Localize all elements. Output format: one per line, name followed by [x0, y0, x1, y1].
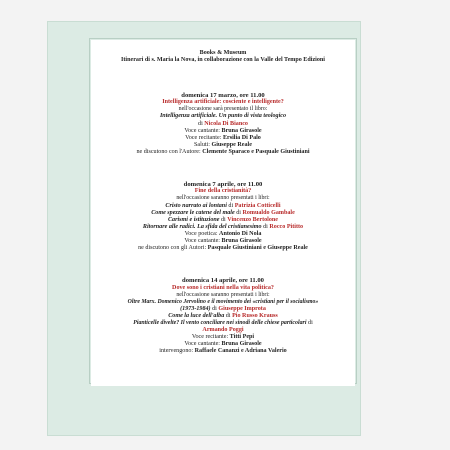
credit-line — [91, 128, 355, 135]
event-block — [91, 181, 355, 252]
book-author-line — [91, 327, 355, 334]
book-title: Come spezzare le catene del male — [151, 209, 235, 216]
book-line — [91, 320, 355, 327]
event-block — [91, 92, 355, 156]
author-prefix: di — [221, 216, 226, 223]
event-date: domenica 17 marzo, ore 11.00 — [181, 91, 265, 99]
credit-name: Ersilia Di Palo — [222, 134, 261, 141]
credit-line — [91, 334, 355, 341]
event-block — [91, 277, 355, 355]
book-line — [91, 217, 355, 224]
credit-label: ne discutono con gli Autori: — [138, 245, 207, 252]
credit-label: Voce cantante: — [184, 238, 220, 245]
author-prefix: di — [236, 209, 241, 216]
book-line — [91, 306, 355, 313]
event-intro: nell'occasione saranno presentati i libri: — [176, 195, 270, 202]
poster-header — [91, 40, 355, 65]
book-author: Pio Russo Krauss — [232, 313, 278, 319]
event-intro: nell'occasione sarà presentato il libro: — [178, 106, 268, 113]
credit-label: Voce poetica: — [184, 230, 218, 237]
author-prefix: di — [225, 313, 231, 319]
book-author: Giuseppe Improta — [218, 305, 266, 312]
credit-name: Clemente Sparaco e Pasquale Giustiniani — [202, 148, 310, 155]
book-author: Armando Poggi — [202, 327, 244, 334]
event-intro: nell'occasione saranno presentati i libri: — [176, 291, 270, 298]
credit-label: Voce cantante: — [184, 341, 220, 348]
credit-name: Bruna Girasole — [221, 127, 262, 134]
book-title: Oltre Marx. Domenico Jervolino e il movimento dei «cristiani per il socialismo» — [127, 298, 319, 305]
credit-name: Raffaele Cananzi e Adriana Valerio — [194, 348, 287, 355]
author-prefix: di — [228, 202, 234, 209]
credit-label: Saluti: — [194, 141, 210, 148]
book-author: Patrizia Cotticelli — [234, 202, 281, 209]
book-title: Come la luce dell'alba — [168, 313, 225, 319]
book-title: Pianticelle divelte? Il vento conciliare nei sinodi delle chiese particolari — [133, 320, 307, 327]
credit-label: Voce recitante: — [185, 134, 222, 141]
credit-line — [91, 238, 355, 245]
organizer-subtitle: Itinerari di s. Maria la Nova, in collaborazione con la Valle del Tempo Edizioni — [121, 57, 325, 64]
author-prefix: di — [212, 305, 217, 312]
event-date: domenica 7 aprile, ore 11.00 — [183, 180, 263, 188]
book-line — [91, 203, 355, 210]
credit-line — [91, 149, 355, 156]
author-prefix: di — [263, 223, 268, 230]
book-title: Ritornare alle radici. La sfida del cristianesimo — [142, 223, 262, 230]
event-theme: Intelligenza artificiale: cosciente e intelligente? — [162, 99, 284, 106]
credit-line — [91, 142, 355, 149]
credit-line — [91, 341, 355, 348]
credit-name: Giuseppe Reale — [211, 141, 252, 148]
credit-name: Antonio Di Nola — [219, 230, 262, 237]
credit-line — [91, 231, 355, 238]
book-title: Carismi e istituzione — [167, 216, 220, 223]
author-prefix: di — [308, 320, 313, 327]
credit-label: Voce recitante: — [191, 334, 229, 341]
book-line — [91, 224, 355, 231]
organizer-name: Books & Museum — [199, 50, 247, 56]
credit-label: Voce cantante: — [184, 127, 220, 134]
credit-line — [91, 245, 355, 252]
credit-label: ne discutono con l'Autore: — [136, 148, 201, 155]
book-line — [91, 210, 355, 217]
event-theme: Fine della cristianità? — [194, 188, 252, 195]
book-title: Intelligenza artificiale. Un punto di vista teologico — [159, 113, 287, 120]
credit-name: Bruna Girasole — [221, 238, 262, 245]
credit-name: Bruna Girasole — [221, 341, 262, 348]
book-author: Romualdo Gambale — [242, 209, 295, 216]
credit-name: Pasquale Giustiniani e Giuseppe Reale — [207, 245, 308, 252]
book-author: Rocco Pititto — [269, 223, 304, 230]
credit-name: Titti Pepi — [229, 334, 255, 341]
book-title-continued: (1973-1984) — [180, 305, 211, 312]
credit-line — [91, 135, 355, 142]
poster-sheet — [91, 40, 355, 386]
event-date: domenica 14 aprile, ore 11.00 — [182, 277, 264, 285]
book-line — [91, 313, 355, 320]
author-prefix: di — [198, 120, 203, 127]
event-theme: Dove sono i cristiani nella vita politica? — [172, 284, 274, 291]
credit-line — [91, 348, 355, 355]
book-author: Vincenzo Bertolone — [227, 216, 278, 223]
book-author-line — [91, 121, 355, 128]
credit-label: intervengono: — [159, 348, 194, 355]
book-author: Nicola Di Bianco — [204, 120, 248, 127]
book-title: Cristo narrato ai lontani — [165, 202, 227, 209]
